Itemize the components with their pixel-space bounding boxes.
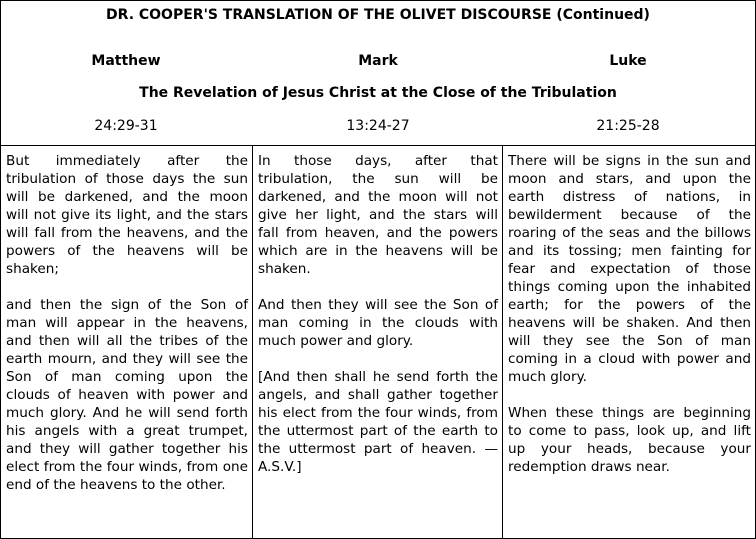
matthew-paragraph-1: But immediately after the tribulation of those days the sun will be darkened, and the moon will not give its light, and the stars will fall from the heavens, and the powers of the heavens will be shaken; [6,153,248,277]
mark-paragraph-1: In those days, after that tribulation, the sun will be darkened, and the moon will not give her light, and the stars will fall from heaven, and the powers which are in the heavens will be shaken. [258,153,498,277]
mark-paragraph-3: [And then shall he send forth the angels, and shall gather together his elect from the four winds, from the uttermost part of the earth to the uttermost part of heaven. —A.S.V.] [258,369,498,475]
matthew-paragraph-2: and then the sign of the Son of man will appear in the heavens, and then will all the tribes of the earth mourn, and they will see the Son of man coming upon the clouds of heaven with power and much glory. And he will send forth his angels with a great trumpet, and they will gather together his elect from the four winds, from one end of the heavens to the other. [6,297,248,493]
column-heading-matthew: Matthew [91,53,161,69]
section-subtitle: The Revelation of Jesus Christ at the Close of the Tribulation [139,85,617,101]
parallel-text-table [1,145,755,539]
matthew-column [1,146,253,539]
mark-column [253,146,503,539]
reference-luke: 21:25-28 [596,118,660,134]
reference-mark: 13:24-27 [346,118,410,134]
page-title: DR. COOPER'S TRANSLATION OF THE OLIVET DISCOURSE (Continued) [106,7,650,23]
mark-paragraph-2: And then they will see the Son of man coming in the clouds with much power and glory. [258,297,498,349]
luke-paragraph-2: When these things are beginning to come to pass, look up, and lift up your heads, because your redemption draws near. [508,405,751,475]
column-heading-mark: Mark [358,53,398,69]
reference-matthew: 24:29-31 [94,118,158,134]
luke-column [503,146,755,539]
luke-paragraph-1: There will be signs in the sun and moon and stars, and upon the earth distress of nations, in bewilderment because of the roaring of the seas and the billows and its tossing; men fainting for fear and expectation of those things coming upon the inhabited earth; for the powers of the heavens will be shaken. And then will they see the Son of man coming in a cloud with power and much glory. [508,153,751,385]
column-heading-luke: Luke [609,53,647,69]
